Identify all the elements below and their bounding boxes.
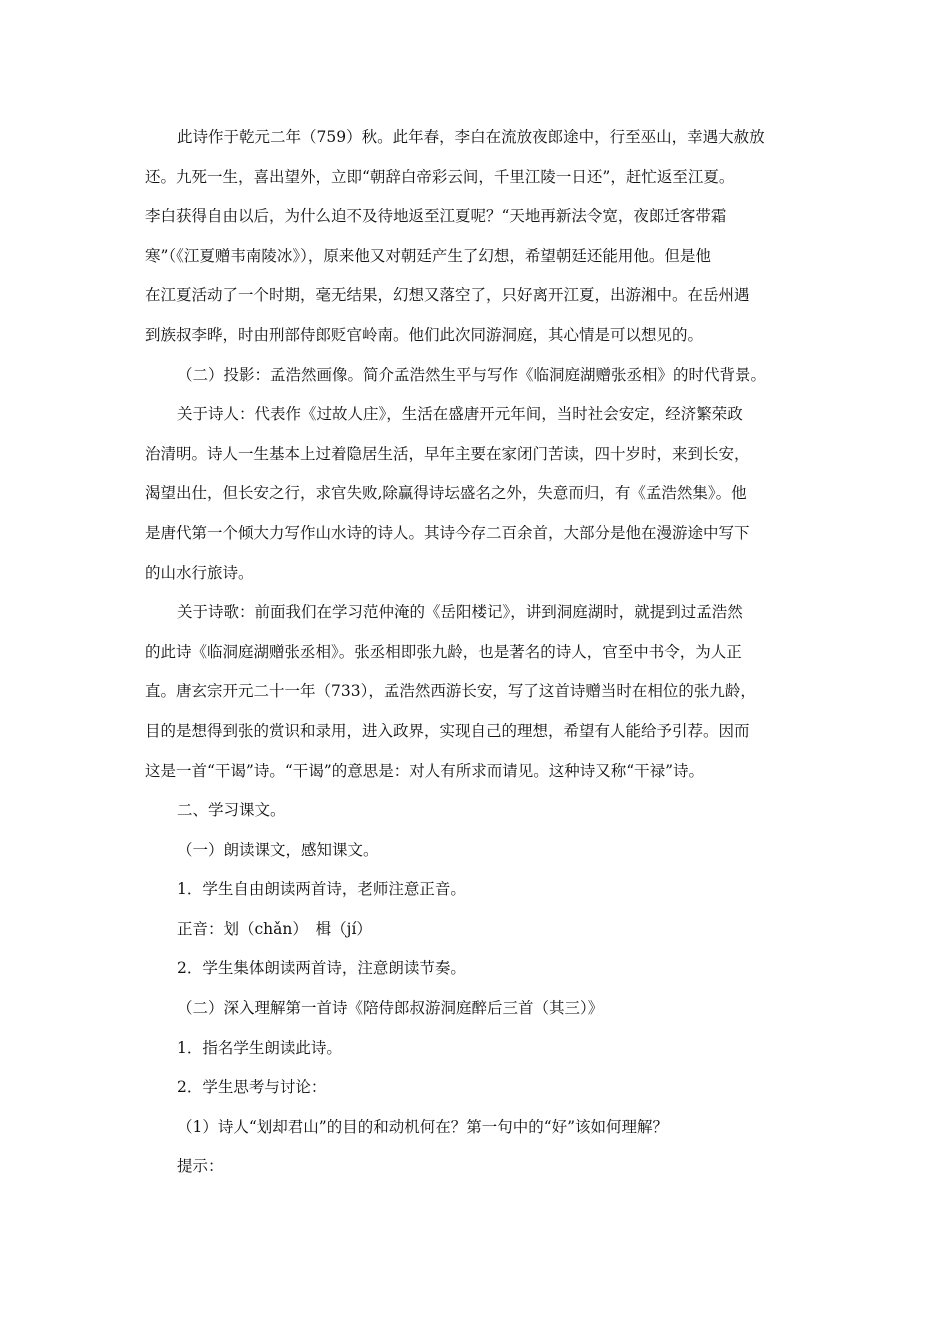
section-heading-study-text xyxy=(145,791,810,831)
text-line: 治清明。诗人一生基本上过着隐居生活，早年主要在家闭门苦读，四十岁时，来到长安， xyxy=(145,444,750,463)
text-line: 关于诗人：代表作《过故人庄》，生活在盛唐开元年间，当时社会安定，经济繁荣政 xyxy=(177,405,743,424)
pronunciation-note xyxy=(145,910,810,950)
text-line: 在江夏活动了一个时期，毫无结果，幻想又落空了，只好离开江夏，出游湘中。在岳州遇 xyxy=(145,286,750,305)
text-line: 直。唐玄宗开元二十一年（733），孟浩然西游长安，写了这首诗赠当时在相位的张九龄， xyxy=(145,682,756,701)
subheading-read-aloud xyxy=(145,831,810,871)
text-line: （1）诗人“划却君山”的目的和动机何在？第一句中的“好”该如何理解？ xyxy=(177,1117,669,1136)
list-item-free-reading xyxy=(145,870,810,910)
text-line: 2．学生思考与讨论： xyxy=(177,1078,327,1097)
text-line: 提示： xyxy=(177,1157,224,1176)
text-line: 此诗作于乾元二年（759）秋。此年春，李白在流放夜郎途中，行至巫山，幸遇大赦放 xyxy=(177,128,765,146)
text-line: 是唐代第一个倾大力写作山水诗的诗人。其诗今存二百余首，大部分是他在漫游途中写下 xyxy=(145,523,750,542)
text-line: 还。九死一生，喜出望外，立即“朝辞白帝彩云间，千里江陵一日还”，赶忙返至江夏。 xyxy=(145,167,735,186)
text-line: 目的是想得到张的赏识和录用，进入政界，实现自己的理想，希望有人能给予引荐。因而 xyxy=(145,721,750,740)
text-line: 2．学生集体朗读两首诗，注意朗读节奏。 xyxy=(177,959,466,978)
list-item-named-reading xyxy=(145,1029,810,1069)
text-line: 正音：划（chǎn） 楫（jí） xyxy=(177,919,372,938)
text-line: 李白获得自由以后，为什么迫不及待地返至江夏呢？“天地再新法令宽，夜郎迁客带霜 xyxy=(145,207,727,226)
text-line: 1．学生自由朗读两首诗，老师注意正音。 xyxy=(177,880,466,899)
paragraph-about-poet xyxy=(145,395,810,593)
subheading-first-poem xyxy=(145,989,810,1029)
text-line: 二、学习课文。 xyxy=(177,801,286,820)
text-line: 的此诗《临洞庭湖赠张丞相》。张丞相即张九龄，也是著名的诗人，官至中书令，为人正 xyxy=(145,642,742,661)
text-line: 关于诗歌：前面我们在学习范仲淹的《岳阳楼记》，讲到洞庭湖时，就提到过孟浩然 xyxy=(177,603,743,622)
list-item-group-reading xyxy=(145,949,810,989)
text-line: 1．指名学生朗读此诗。 xyxy=(177,1038,342,1057)
question-1 xyxy=(145,1108,810,1148)
paragraph-background-li-bai xyxy=(145,118,810,356)
text-line: 这是一首“干谒”诗。“干谒”的意思是：对人有所求而请见。这种诗又称“干禄”诗。 xyxy=(145,761,705,780)
document-body xyxy=(145,118,810,1187)
text-line: （一）朗读课文，感知课文。 xyxy=(177,840,379,859)
hint-label xyxy=(145,1147,810,1187)
text-line: 的山水行旅诗。 xyxy=(145,563,254,582)
paragraph-about-poem xyxy=(145,593,810,791)
paragraph-projection-meng-haoran xyxy=(145,356,810,396)
list-item-discussion xyxy=(145,1068,810,1108)
text-line: （二）深入理解第一首诗《陪侍郎叔游洞庭醉后三首（其三）》 xyxy=(177,999,604,1018)
text-line: 渴望出仕，但长安之行，求官失败,除赢得诗坛盛名之外，失意而归，有《孟浩然集》。他 xyxy=(145,484,747,503)
text-line: 寒”（《江夏赠韦南陵冰》），原来他又对朝廷产生了幻想，希望朝廷还能用他。但是他 xyxy=(145,246,711,265)
text-line: 到族叔李晔，时由刑部侍郎贬官岭南。他们此次同游洞庭，其心情是可以想见的。 xyxy=(145,325,704,344)
text-line: （二）投影：孟浩然画像。简介孟浩然生平与写作《临洞庭湖赠张丞相》的时代背景。 xyxy=(177,365,767,384)
